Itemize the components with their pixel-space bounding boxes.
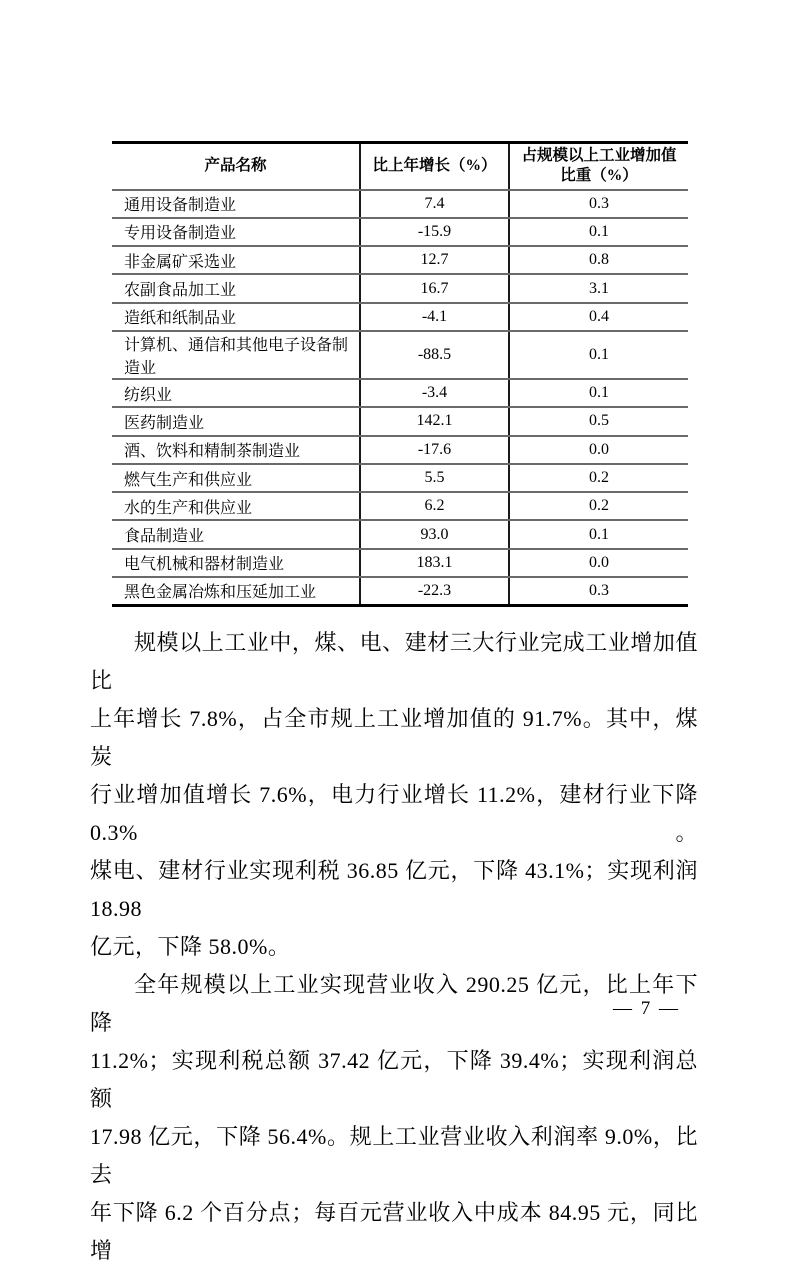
product-name-cell: 计算机、通信和其他电子设备制造业	[112, 331, 360, 379]
page-number: — 7 —	[613, 998, 680, 1019]
product-name-cell: 酒、饮料和精制茶制造业	[112, 436, 360, 464]
share-cell: 0.1	[509, 331, 688, 379]
header-share	[509, 143, 688, 190]
share-cell: 0.1	[509, 379, 688, 407]
table-row	[112, 379, 688, 407]
growth-cell: 16.7	[360, 274, 509, 302]
table-row	[112, 303, 688, 331]
product-name-cell: 非金属矿采选业	[112, 246, 360, 274]
growth-cell: 7.4	[360, 190, 509, 218]
growth-cell: -3.4	[360, 379, 509, 407]
paragraph-line: 行业增加值增长 7.6%，电力行业增长 11.2%，建材行业下降 0.3%。	[90, 781, 698, 845]
paragraph-line: 亿元，下降 58.0%。	[90, 933, 291, 959]
growth-cell: 12.7	[360, 246, 509, 274]
table-row	[112, 464, 688, 492]
share-cell: 0.8	[509, 246, 688, 274]
paragraph-line: 上年增长 7.8%，占全市规上工业增加值的 91.7%。其中，煤炭	[90, 705, 698, 769]
table-row	[112, 577, 688, 605]
share-cell: 0.4	[509, 303, 688, 331]
table-row	[112, 331, 688, 379]
table-row	[112, 274, 688, 302]
share-cell: 3.1	[509, 274, 688, 302]
growth-cell: -22.3	[360, 577, 509, 605]
growth-cell: -17.6	[360, 436, 509, 464]
paragraph-line: 11.2%；实现利税总额 37.42 亿元，下降 39.4%；实现利润总额	[90, 1047, 698, 1111]
table-row	[112, 246, 688, 274]
growth-cell: -4.1	[360, 303, 509, 331]
table-row	[112, 190, 688, 218]
product-name-cell: 医药制造业	[112, 407, 360, 435]
table-row	[112, 492, 688, 520]
paragraph-line: 规模以上工业中，煤、电、建材三大行业完成工业增加值比	[90, 629, 698, 693]
share-cell: 0.3	[509, 190, 688, 218]
header-product-name: 产品名称	[112, 143, 360, 190]
share-cell: 0.3	[509, 577, 688, 605]
product-name-cell: 燃气生产和供应业	[112, 464, 360, 492]
table-row	[112, 218, 688, 246]
paragraph-line: 全年规模以上工业实现营业收入 290.25 亿元，比上年下降	[90, 971, 698, 1035]
table-header-row	[112, 143, 688, 190]
header-share-line2: 比重（%）	[560, 167, 638, 185]
industry-table	[112, 141, 688, 607]
paragraph-revenue	[90, 966, 698, 1270]
paragraph-coal-power	[90, 624, 698, 966]
table-row	[112, 407, 688, 435]
growth-cell: -88.5	[360, 331, 509, 379]
growth-cell: -15.9	[360, 218, 509, 246]
header-share-line1: 占规模以上工业增加值	[521, 147, 677, 165]
share-cell: 0.1	[509, 520, 688, 548]
share-cell: 0.0	[509, 436, 688, 464]
share-cell: 0.0	[509, 549, 688, 577]
product-name-cell: 电气机械和器材制造业	[112, 549, 360, 577]
growth-cell: 6.2	[360, 492, 509, 520]
product-name-cell: 造纸和纸制品业	[112, 303, 360, 331]
paragraph-line: 煤电、建材行业实现利税 36.85 亿元，下降 43.1%；实现利润 18.98	[90, 857, 698, 921]
product-name-cell: 黑色金属冶炼和压延加工业	[112, 577, 360, 605]
share-cell: 0.2	[509, 464, 688, 492]
paragraph-line: 年下降 6.2 个百分点；每百元营业收入中成本 84.95 元，同比增	[90, 1199, 698, 1263]
table-row	[112, 520, 688, 548]
product-name-cell: 食品制造业	[112, 520, 360, 548]
paragraph-line: 17.98 亿元，下降 56.4%。规上工业营业收入利润率 9.0%，比去	[90, 1123, 698, 1187]
growth-cell: 5.5	[360, 464, 509, 492]
share-cell: 0.1	[509, 218, 688, 246]
table-row	[112, 436, 688, 464]
product-name-cell: 纺织业	[112, 379, 360, 407]
body-text	[90, 624, 698, 1270]
product-name-cell: 通用设备制造业	[112, 190, 360, 218]
product-name-cell: 水的生产和供应业	[112, 492, 360, 520]
table-row	[112, 549, 688, 577]
product-name-cell: 农副食品加工业	[112, 274, 360, 302]
product-name-cell: 专用设备制造业	[112, 218, 360, 246]
growth-cell: 142.1	[360, 407, 509, 435]
share-cell: 0.2	[509, 492, 688, 520]
growth-cell: 93.0	[360, 520, 509, 548]
growth-cell: 183.1	[360, 549, 509, 577]
share-cell: 0.5	[509, 407, 688, 435]
header-growth: 比上年增长（%）	[360, 143, 509, 190]
